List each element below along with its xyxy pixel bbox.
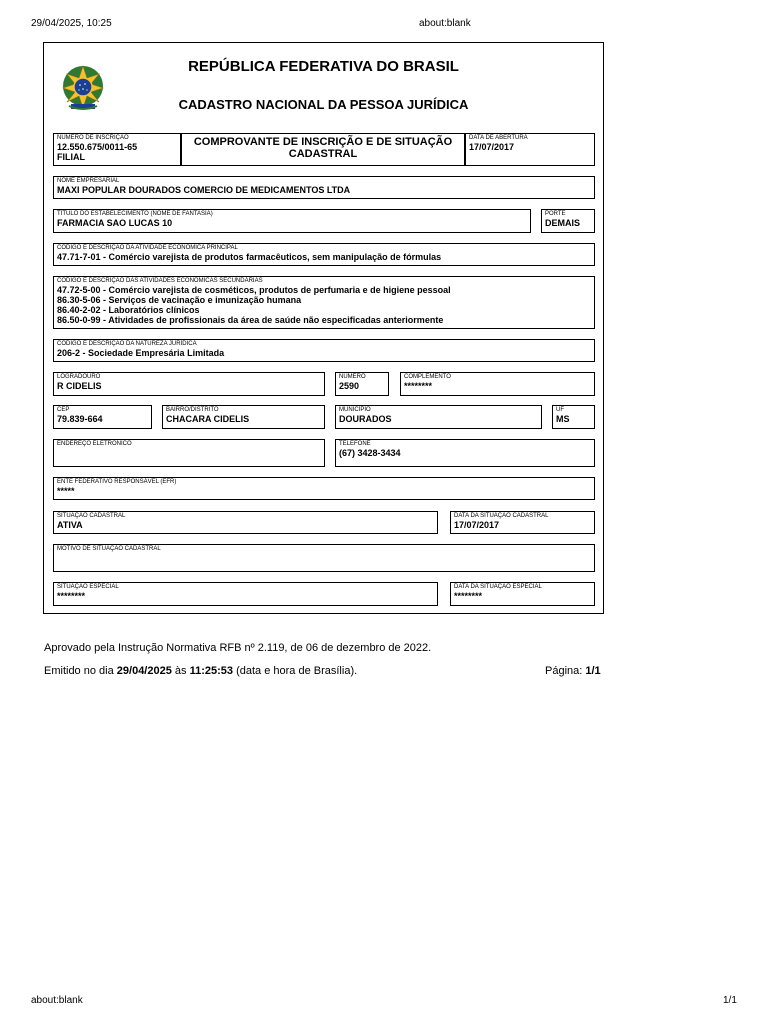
field-efr	[53, 477, 595, 500]
secondary-activity-item: 86.50-0-99 - Atividades de profissionais da área de saúde não especificadas anteriormente	[57, 315, 444, 325]
field-label: SITUAÇÃO ESPECIAL	[57, 584, 119, 590]
field-atividade-principal	[53, 243, 595, 266]
field-motivo-situacao	[53, 544, 595, 572]
emission-note	[44, 665, 357, 677]
field-data-abertura	[465, 133, 595, 166]
field-atividades-secundarias	[53, 276, 595, 329]
field-value: ATIVA	[57, 520, 83, 530]
cnpj-card	[43, 42, 604, 614]
field-label: NÚMERO DE INSCRIÇÃO	[57, 135, 129, 141]
field-value: ********	[57, 591, 86, 601]
field-label: ENTE FEDERATIVO RESPONSÁVEL (EFR)	[57, 479, 177, 485]
field-logradouro	[53, 372, 325, 396]
field-value: 206-2 - Sociedade Empresária Limitada	[57, 348, 225, 358]
field-label: UF	[556, 407, 564, 413]
field-label: CÓDIGO E DESCRIÇÃO DA ATIVIDADE ECONÔMICA PRINCIPAL	[57, 245, 238, 251]
emitted-prefix: Emitido no dia	[44, 665, 114, 677]
field-value: FARMACIA SAO LUCAS 10	[57, 218, 173, 228]
emitted-mid: às	[174, 665, 187, 677]
field-label: TÍTULO DO ESTABELECIMENTO (NOME DE FANTASIA)	[57, 211, 213, 217]
field-label: CÓDIGO E DESCRIÇÃO DAS ATIVIDADES ECONÔMICAS SECUNDÁRIAS	[57, 278, 263, 284]
field-value: R CIDELIS	[57, 381, 102, 391]
print-url: about:blank	[419, 18, 471, 29]
page-value: 1/1	[585, 665, 601, 677]
field-value: 12.550.675/0011-65	[57, 142, 138, 152]
field-natureza-juridica	[53, 339, 595, 362]
field-label: MUNICÍPIO	[339, 407, 371, 413]
field-value: DOURADOS	[339, 414, 392, 424]
secondary-activity-item: 86.40-2-02 - Laboratórios clínicos	[57, 305, 200, 315]
field-label: SITUAÇÃO CADASTRAL	[57, 513, 126, 519]
field-label: DATA DA SITUAÇÃO CADASTRAL	[454, 513, 549, 519]
field-label: ENDEREÇO ELETRÔNICO	[57, 441, 132, 447]
field-label: DATA DA SITUAÇÃO ESPECIAL	[454, 584, 542, 590]
field-value: MAXI POPULAR DOURADOS COMERCIO DE MEDICAMENTOS LTDA	[57, 185, 351, 195]
field-label: NÚMERO	[339, 374, 366, 380]
field-label: CEP	[57, 407, 70, 413]
print-datetime: 29/04/2025, 10:25	[31, 18, 112, 29]
field-label: PORTE	[545, 211, 566, 217]
field-label: MOTIVO DE SITUAÇÃO CADASTRAL	[57, 546, 161, 552]
field-complemento	[400, 372, 595, 396]
emitted-time: 11:25:53	[189, 665, 234, 677]
field-value: (67) 3428-3434	[339, 448, 401, 458]
field-value: DEMAIS	[545, 218, 581, 228]
field-value: CHACARA CIDELIS	[166, 414, 250, 424]
field-value-type: FILIAL	[57, 152, 85, 162]
field-bairro	[162, 405, 325, 429]
field-municipio	[335, 405, 542, 429]
field-value: *****	[57, 486, 75, 496]
field-value: 2590	[339, 381, 360, 391]
secondary-activity-item: 47.72-5-00 - Comércio varejista de cosméticos, produtos de perfumaria e de higiene pessoal	[57, 285, 451, 295]
document-subtitle: CADASTRO NACIONAL DA PESSOA JURÍDICA	[178, 97, 469, 112]
section-title-box	[181, 133, 465, 166]
field-cep	[53, 405, 152, 429]
field-value: ********	[404, 381, 433, 391]
field-numero-inscricao	[53, 133, 181, 166]
field-value: 17/07/2017	[454, 520, 500, 530]
field-value: 47.71-7-01 - Comércio varejista de produtos farmacêuticos, sem manipulação de fórmulas	[57, 252, 442, 262]
field-situacao-especial	[53, 582, 438, 606]
field-label: NOME EMPRESARIAL	[57, 178, 120, 184]
field-value: ********	[454, 591, 483, 601]
emitted-suffix: (data e hora de Brasília).	[236, 665, 358, 677]
print-footer-url: about:blank	[31, 995, 83, 1006]
field-nome-empresarial	[53, 176, 595, 199]
field-data-situacao-especial	[450, 582, 595, 606]
field-label: DATA DE ABERTURA	[469, 135, 528, 141]
field-label: LOGRADOURO	[57, 374, 101, 380]
field-label: BAIRRO/DISTRITO	[166, 407, 219, 413]
print-footer-page: 1/1	[723, 995, 737, 1006]
field-porte	[541, 209, 595, 233]
field-uf	[552, 405, 595, 429]
page-label: Página:	[545, 665, 583, 677]
field-label: CÓDIGO E DESCRIÇÃO DA NATUREZA JURÍDICA	[57, 341, 197, 347]
section-title: COMPROVANTE DE INSCRIÇÃO E DE SITUAÇÃO CADASTRAL	[193, 136, 453, 160]
field-titulo-estabelecimento	[53, 209, 531, 233]
document-title: REPÚBLICA FEDERATIVA DO BRASIL	[188, 58, 459, 75]
field-value: 17/07/2017	[469, 142, 515, 152]
field-label: TELEFONE	[339, 441, 371, 447]
emitted-date: 29/04/2025	[116, 665, 172, 677]
field-value: 79.839-664	[57, 414, 103, 424]
field-telefone	[335, 439, 595, 467]
field-endereco-eletronico	[53, 439, 325, 467]
secondary-activity-item: 86.30-5-06 - Serviços de vacinação e imunização humana	[57, 295, 302, 305]
field-situacao-cadastral	[53, 511, 438, 534]
field-label: COMPLEMENTO	[404, 374, 451, 380]
page-indicator	[545, 665, 601, 677]
field-numero	[335, 372, 389, 396]
approval-note: Aprovado pela Instrução Normativa RFB nº 2.119, de 06 de dezembro de 2022.	[44, 642, 432, 654]
field-value: MS	[556, 414, 570, 424]
field-data-situacao-cadastral	[450, 511, 595, 534]
